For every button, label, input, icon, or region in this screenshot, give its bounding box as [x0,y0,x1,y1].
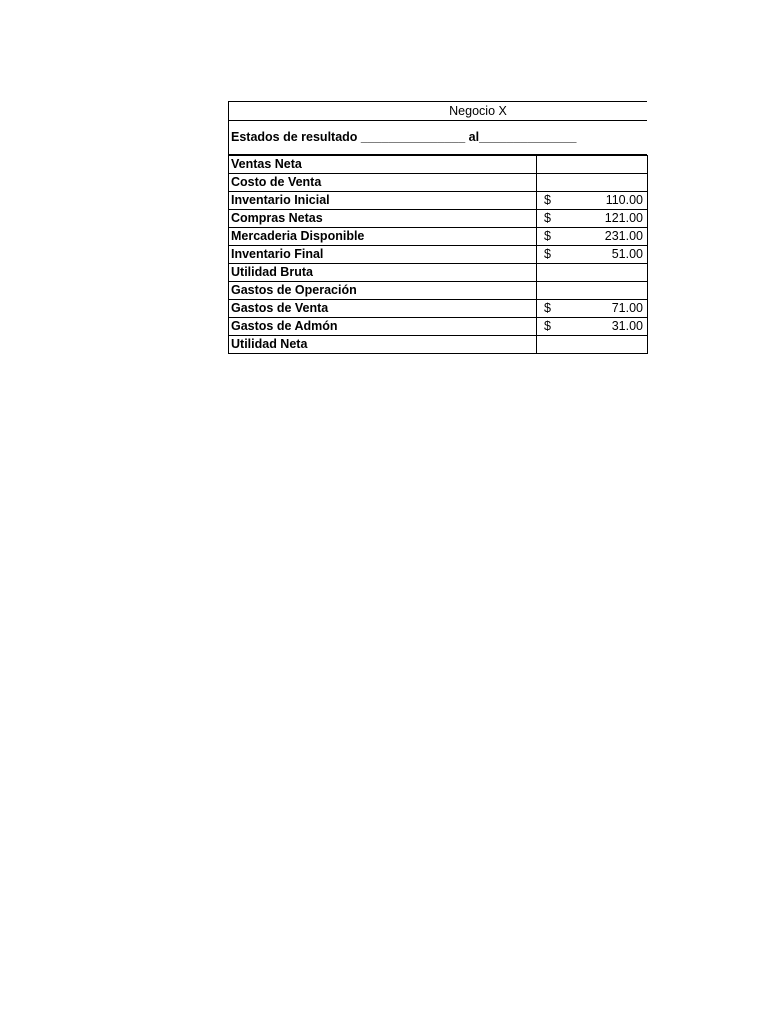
row-label: Compras Netas [229,210,537,228]
table-row [229,174,648,192]
row-label: Mercaderia Disponible [229,228,537,246]
amount-value: 231.00 [604,229,643,243]
row-label: Inventario Final [229,246,537,264]
row-amount-cell [537,264,648,282]
row-label: Utilidad Bruta [229,264,537,282]
table-row [229,210,648,228]
row-amount-cell [537,210,648,228]
table-row [229,192,648,210]
table-row [229,282,648,300]
currency-symbol: $ [544,193,551,207]
table-row [229,246,648,264]
amount-value: 51.00 [611,247,643,261]
row-amount-cell [537,282,648,300]
currency-symbol: $ [544,247,551,261]
row-label: Ventas Neta [229,156,537,174]
row-amount-cell [537,192,648,210]
table-row [229,300,648,318]
currency-symbol: $ [544,229,551,243]
row-label: Gastos de Admón [229,318,537,336]
statement-title: Estados de resultado _______________ al______________ [229,121,647,155]
table-row [229,228,648,246]
income-statement-table [228,155,648,354]
row-label: Costo de Venta [229,174,537,192]
currency-symbol: $ [544,301,551,315]
row-amount-cell [537,318,648,336]
row-amount-cell [537,246,648,264]
row-amount-cell [537,156,648,174]
table-row [229,156,648,174]
currency-symbol: $ [544,319,551,333]
row-amount-cell [537,300,648,318]
table-row [229,264,648,282]
row-label: Inventario Inicial [229,192,537,210]
currency-symbol: $ [544,211,551,225]
business-name-title: Negocio X [229,102,647,121]
table-row [229,336,648,354]
row-label: Gastos de Venta [229,300,537,318]
income-statement-sheet [228,101,647,354]
table-row [229,318,648,336]
amount-value: 31.00 [611,319,643,333]
row-label: Gastos de Operación [229,282,537,300]
row-label: Utilidad Neta [229,336,537,354]
row-amount-cell [537,174,648,192]
row-amount-cell [537,336,648,354]
amount-value: 71.00 [611,301,643,315]
amount-value: 110.00 [605,193,643,207]
row-amount-cell [537,228,648,246]
amount-value: 121.00 [604,211,643,225]
